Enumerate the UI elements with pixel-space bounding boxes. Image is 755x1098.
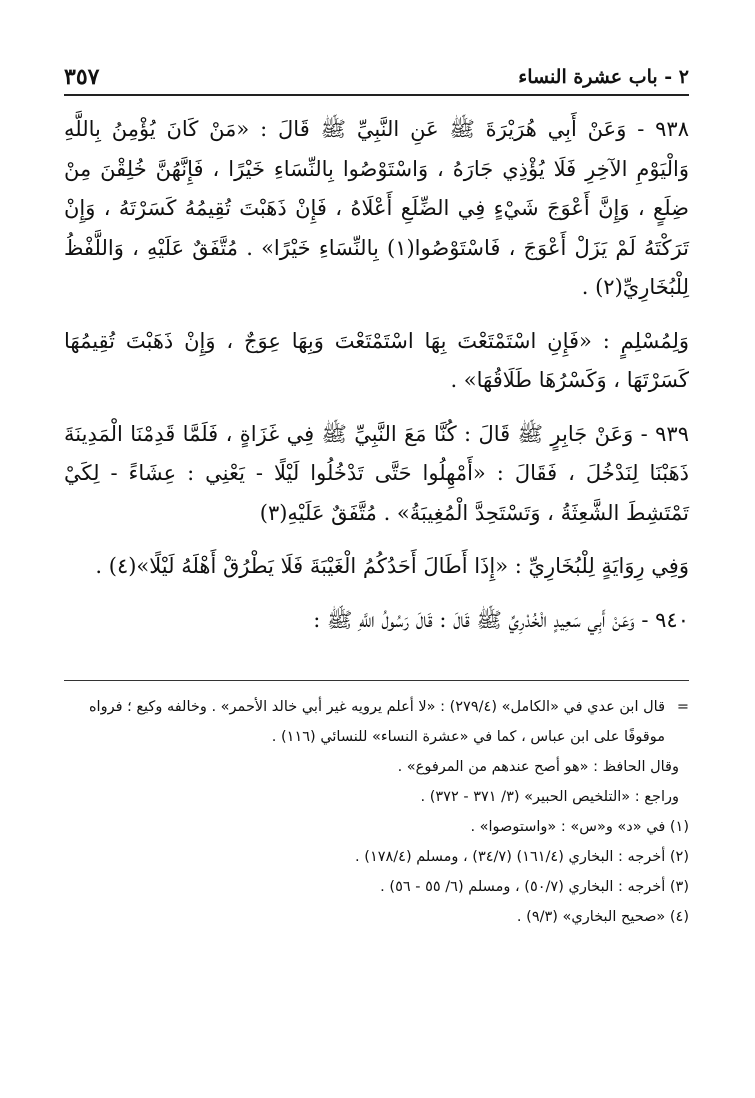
muslim-variant: وَلِمُسْلِمٍ : «فَإِنِ اسْتَمْتَعْتَ بِهَا اسْتَمْتَعْتَ وَبِهَا عِوَجٌ ، وَإِنْ ذَهَبْتَ تُقِيمُهَا كَسَرْتَهَا ، وَكَسْرُهَا طَلَاقُهَا» . (64, 328, 689, 392)
continuation-mark: = (676, 699, 689, 715)
footnote-1: (١) في «د» و«س» : «واستوصوا» . (470, 819, 689, 835)
footnote-hafiz: وقال الحافظ : «هو أصح عندهم من المرفوع» . (397, 759, 679, 775)
chapter-title: ٢ - باب عشرة النساء (518, 66, 689, 88)
hadith-938: ٩٣٨ - وَعَنْ أَبِي هُرَيْرَةَ ﷺ عَنِ النَّبِيِّ ﷺ قَالَ : «مَنْ كَانَ يُؤْمِنُ بِاللَّهِ وَالْيَوْمِ الآخِرِ فَلَا يُؤْذِي جَارَهُ ، وَاسْتَوْصُوا بِالنِّسَاءِ خَيْرًا ، فَإِنَّهُنَّ خُلِقْنَ مِنْ ضِلَعٍ ، وَإِنَّ أَعْوَجَ شَيْءٍ فِي الضِّلَعِ أَعْلَاهُ ، فَإِنْ ذَهَبْتَ تُقِيمُهُ كَسَرْتَهُ ، وَإِنْ تَرَكْتَهُ لَمْ يَزَلْ أَعْوَجَ ، فَاسْتَوْصُوا(١) بِالنِّسَاءِ خَيْرًا» . مُتَّفَقٌ عَلَيْهِ ، وَاللَّفْظُ لِلْبُخَارِيِّ(٢) . (64, 117, 689, 299)
footnote-4: (٤) «صحيح البخاري» (٩/٣) . (516, 909, 689, 925)
main-text (64, 110, 689, 654)
footnotes (64, 692, 689, 932)
bukhari-variant: وَفِي رِوَايَةٍ لِلْبُخَارِيِّ : «إِذَا أَطَالَ أَحَدُكُمُ الْغَيْبَةَ فَلَا يَطْرُقْ أَهْلَهُ لَيْلًا»(٤) . (95, 554, 689, 578)
footnote-continued-text: قال ابن عدي في «الكامل» (٢٧٩/٤) : «لا أعلم يرويه غير أبي خالد الأحمر» . وخالفه وكيع ؛ فرواه موقوفًا على ابن عباس ، كما في «عشرة النساء» للنسائي (١١٦) . (88, 699, 665, 745)
footnote-talkhis: وراجع : «التلخيص الحبير» (٣/ ٣٧١ - ٣٧٢) . (420, 789, 679, 805)
hadith-940: ٩٤٠ - وَعَنْ أَبِي سَعِيدٍ الْخُدْرِيِّ ﷺ قَالَ : قَالَ رَسُولُ اللَّهِ ﷺ : (313, 607, 689, 632)
hadith-939: ٩٣٩ - وَعَنْ جَابِرٍ ﷺ قَالَ : كُنَّا مَعَ النَّبِيِّ ﷺ فِي غَزَاةٍ ، فَلَمَّا قَدِمْنَا الْمَدِينَةَ ذَهَبْنَا لِنَدْخُلَ ، فَقَالَ : «أَمْهِلُوا حَتَّى تَدْخُلُوا لَيْلًا - يَعْنِي : عِشَاءً - لِكَيْ تَمْتَشِطَ الشَّعِثَةُ ، وَتَسْتَحِدَّ الْمُغِيبَةُ» . مُتَّفَقٌ عَلَيْهِ(٣) (64, 421, 689, 525)
footnote-divider (64, 680, 689, 681)
page-header (64, 58, 689, 96)
page-number: ٣٥٧ (64, 64, 100, 90)
footnote-2: (٢) أخرجه : البخاري (١٦١/٤) (٣٤/٧) ، ومسلم (١٧٨/٤) . (355, 849, 689, 865)
footnote-3: (٣) أخرجه : البخاري (٥٠/٧) ، ومسلم (٦/ ٥٥ - ٥٦) . (380, 879, 689, 895)
continued-footnote (64, 692, 689, 752)
